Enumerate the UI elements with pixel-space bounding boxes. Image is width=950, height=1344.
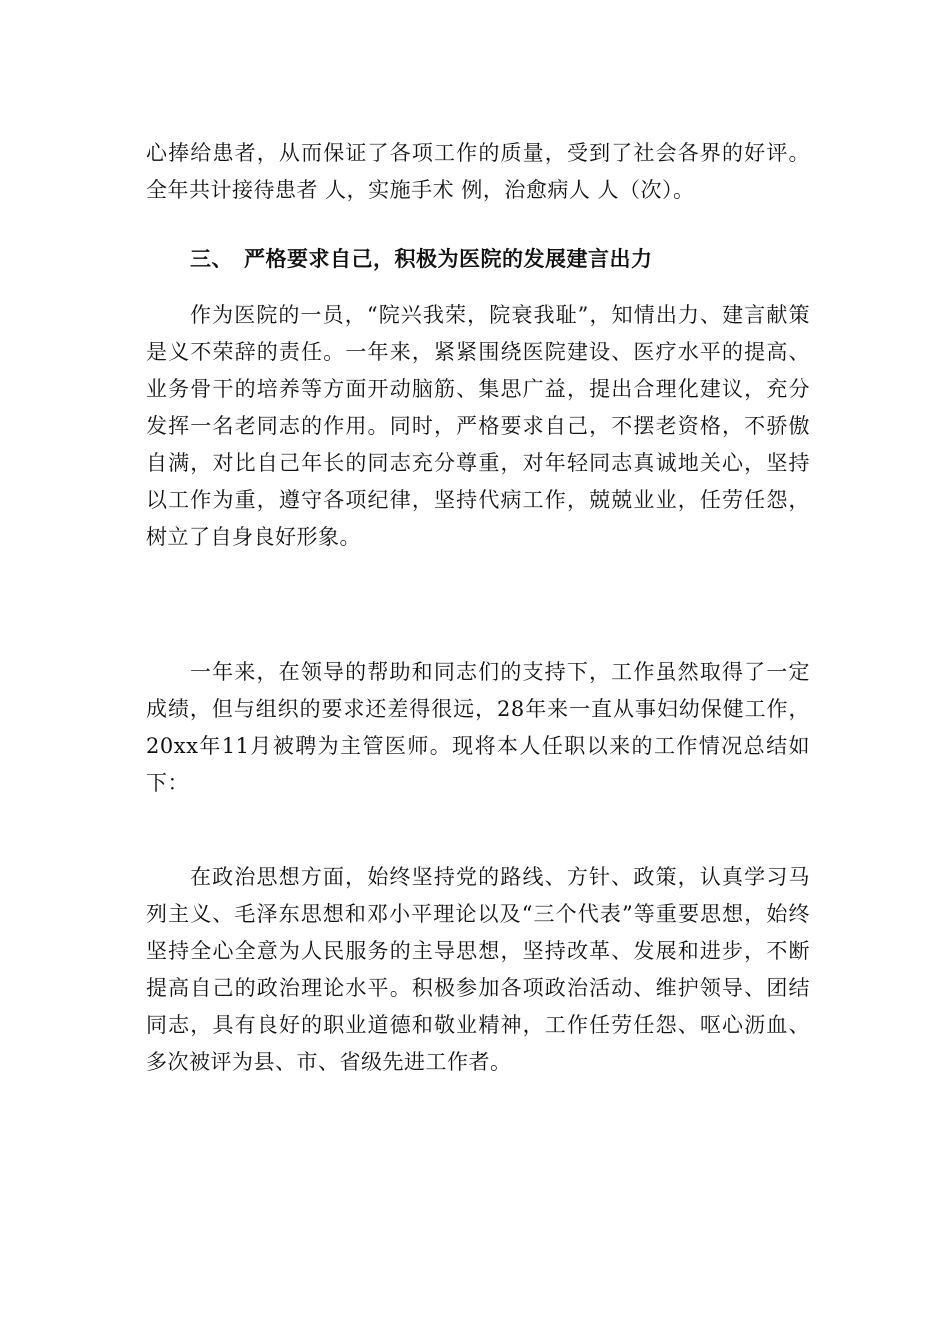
paragraph-3: 在政治思想方面，始终坚持党的路线、方针、政策，认真学习马列主义、毛泽东思想和邓小平理论以及“三个代表”等重要思想，始终坚持全心全意为人民服务的主导思想，坚持改革、发展和进步，不断提高自己的政治理论水平。积极参加各项政治活动、维护领导、团结同志，具有良好的职业道德和敬业精神，工作任劳任怨、呕心沥血、多次被评为县、市、省级先进工作者。	[146, 865, 810, 1074]
section-heading-block	[146, 240, 810, 277]
paragraph-3-block	[146, 859, 810, 1081]
paragraph-2-block	[146, 654, 810, 802]
paragraph-continued-block	[146, 135, 810, 209]
section-heading: 三、 严格要求自己，积极为医院的发展建言出力	[190, 246, 653, 271]
paragraph-1: 作为医院的一员，“院兴我荣，院衰我耻”，知情出力、建言献策是义不荣辞的责任。一年来，紧紧围绕医院建设、医疗水平的提高、业务骨干的培养等方面开动脑筋、集思广益，提出合理化建议，充分发挥一名老同志的作用。同时，严格要求自己，不摆老资格，不骄傲自满，对比自己年长的同志充分尊重，对年轻同志真诚地关心，坚持以工作为重，遵守各项纪律，坚持代病工作，兢兢业业，任劳任怨，树立了自身良好形象。	[146, 303, 810, 549]
paragraph-1-block	[146, 297, 810, 556]
paragraph-continued: 心捧给患者，从而保证了各项工作的质量，受到了社会各界的好评。全年共计接待患者 人，实施手术 例，治愈病人 人（次）。	[146, 141, 810, 202]
paragraph-2: 一年来，在领导的帮助和同志们的支持下，工作虽然取得了一定成绩，但与组织的要求还差得很远，28年来一直从事妇幼保健工作，20xx年11月被聘为主管医师。现将本人任职以来的工作情况总结如下：	[146, 660, 810, 795]
